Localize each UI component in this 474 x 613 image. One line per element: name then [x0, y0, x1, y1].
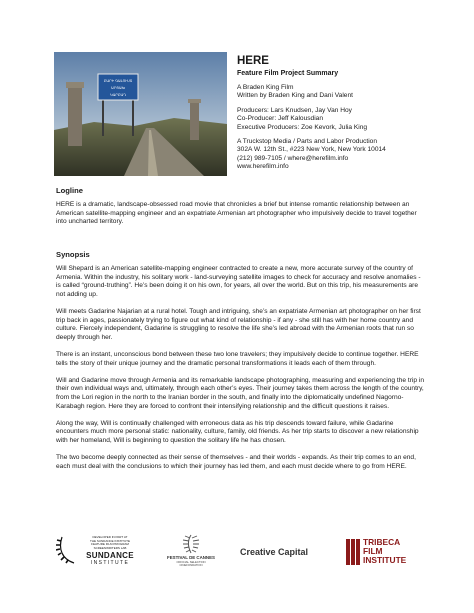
synopsis-paragraph: Along the way, Will is continually challenged with erroneous data as his trip descends toward failure, while Gadarine encounters much more personal static: nationality, culture, family, old friends. As her trip starts to discover a new relationship with her homeland, Will is beginning to question the solitary life he has chosen.: [56, 419, 419, 444]
document-subtitle: Feature Film Project Summary: [237, 70, 339, 77]
film-title: HERE: [237, 55, 269, 67]
sign-line-3: ԿԱՐԲԱԴ: [110, 93, 126, 97]
producer-line: Producers: Lars Knudsen, Jay Van Hoy: [237, 106, 352, 114]
website-link[interactable]: www.herefilm.info: [237, 163, 289, 171]
cannes-sub-line: CINEFONDATION: [179, 563, 203, 568]
sundance-small-line: FEATURE FILM PROGRAM: [91, 542, 129, 547]
synopsis-paragraph: Will Shepard is an American satellite-mapping engineer contracted to create a new, more accurate survey of the country of Armenia. Within the industry, his solitary work - land-surveying satellite images to check for accuracy and resolve anomalies - is called “ground-truthing”. He’s been doing it on his own, for years, all over the world. But on this trip, his measurements are not adding up.: [56, 265, 421, 298]
sundance-logo: [56, 533, 146, 577]
tribeca-mark-icon: [346, 539, 360, 565]
synopsis-paragraph: The two become deeply connected as their sense of themselves - and their worlds - expands. As their trip comes to an end, each must deal with the conclusions to which their journey has led them, and each must decide where to go from HERE.: [56, 454, 416, 470]
sundance-small-line: THE SUNDANCE INSTITUTE: [89, 538, 130, 543]
cannes-wordmark: FESTIVAL DE CANNES: [167, 555, 215, 560]
synopsis-paragraph: There is an instant, unconscious bond between these two lone travelers; they impulsively decide to continue together. HERE tells the story of their unique journey and the dramatic personal transformations it leads each of them through.: [56, 350, 419, 367]
tribeca-line: TRIBECA: [363, 537, 401, 547]
synopsis-section: [56, 250, 424, 480]
credit-line: A Braden King Film: [237, 84, 294, 91]
credits-block: [237, 84, 457, 101]
cannes-sub-line: OFFICIAL SELECTION: [176, 560, 206, 564]
logline-heading: Logline: [56, 186, 83, 195]
project-header: [237, 55, 457, 178]
synopsis-paragraph: Will meets Gadarine Najarian at a rural hotel. Tough and intriguing, she’s an expatriate Armenian art photographer on her first trip back in ages, passionately trying to figure out what kind of relationship - if any - she still has with her home country and culture. Fiercely independent, Gadarine is struggling to resolve the life she’s led abroad with the Armenian roots that run so deeply through her.: [56, 307, 421, 341]
credit-line: Written by Braden King and Dani Valent: [237, 92, 353, 100]
contact-phone-email[interactable]: (212) 989-7105 / where@herefilm.info: [237, 154, 349, 162]
sundance-wordmark: SUNDANCE: [86, 551, 134, 560]
producer-line: Executive Producers: Zoe Kevork, Julia King: [237, 123, 368, 131]
producers-block: [237, 107, 457, 132]
partner-logos: [56, 533, 426, 577]
sundance-small-line: DEVELOPED IN PART AT: [92, 535, 128, 539]
contact-line: A Truckstop Media / Parts and Labor Production: [237, 138, 378, 146]
film-still-photo: [54, 52, 227, 176]
contact-address: 302A W. 12th St., #223 New York, New York 10014: [237, 146, 386, 154]
creative-capital-logo: [240, 533, 322, 577]
contact-block: [237, 138, 457, 172]
laurel-icon: [56, 535, 82, 565]
sign-line-2: ԱՐՑԱԽ: [111, 86, 125, 90]
producer-line: Co-Producer: Jeff Kalousdian: [237, 115, 324, 123]
sign-line-1: ԲԱՐԻ ԳԱԼՈՒՍՏ: [103, 79, 133, 83]
synopsis-paragraph: Will and Gadarine move through Armenia and its remarkable landscape photographing, measuring and experiencing the trip in their own individual ways and, ultimately, through each other’s eyes. Their journey takes them across the length of the country, from the Lori region in the north to the Iranian border in the south, and finally into the diplomatically undefined Nagorno-Karabagh region. Here they are forced to confront their intensifying relationship and the difficult questions it raises.: [56, 376, 425, 410]
sundance-small-line: SCREENWRITERS LAB: [93, 545, 127, 550]
logline-text: HERE is a dramatic, landscape-obsessed road movie that chronicles a brief but intense romantic relationship between an American satellite-mapping engineer and an expatriate Armenian art photographer who impulsively decide to travel together into uncharted territory.: [56, 201, 417, 226]
palm-leaf-icon: [178, 533, 204, 555]
sundance-institute-text: INSTITUTE: [90, 560, 130, 566]
tribeca-logo: [346, 533, 426, 577]
road-landscape-image: [54, 52, 227, 176]
creative-capital-wordmark: Creative Capital: [240, 547, 309, 557]
synopsis-heading: Synopsis: [56, 250, 90, 259]
tribeca-line: FILM: [363, 546, 383, 556]
tribeca-line: INSTITUTE: [363, 555, 407, 565]
cannes-logo: [158, 533, 224, 577]
logline-section: [56, 186, 424, 235]
